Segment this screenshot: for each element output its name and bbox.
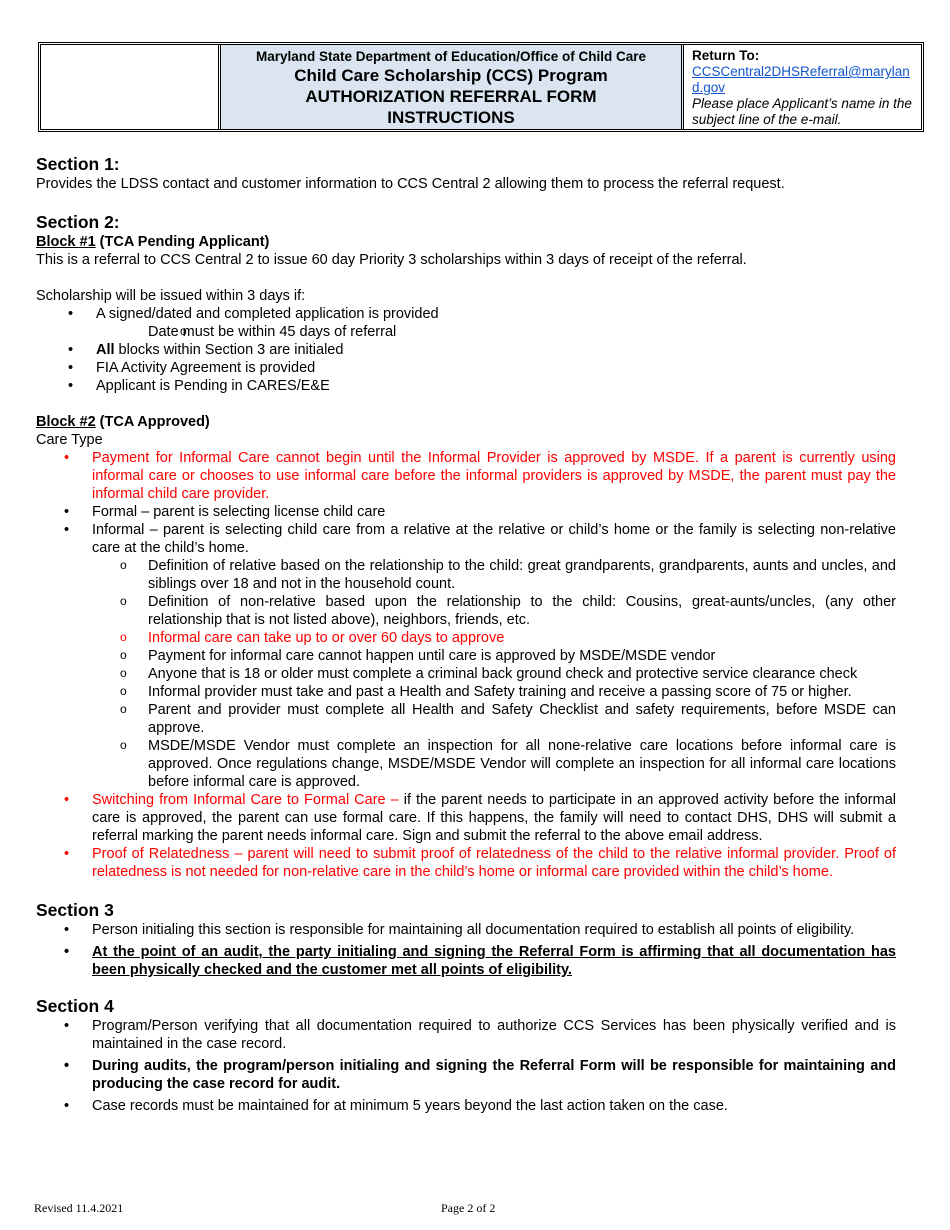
list-item: o MSDE/MSDE Vendor must complete an inspection for all none-relative care locations before informal care is approved. Once regulations change, MSDE/MSDE Vendor will complete an inspection for all informal care locations before informal care is approved. [36,737,896,791]
list-item: • All blocks within Section 3 are initialed [36,341,896,359]
section3-heading: Section 3 [36,900,114,920]
list-item: o Anyone that is 18 or older must complete a criminal back ground check and protective service clearance check [36,665,896,683]
list-item: • Program/Person verifying that all documentation required to authorize CCS Services has been physically verified and is maintained in the case record. [36,1017,896,1053]
return-label: Return To: [692,48,760,63]
section4-heading: Section 4 [36,996,114,1016]
return-email-link[interactable]: CCSCentral2DHSReferral@maryland.gov [692,64,910,95]
header-return-cell [684,45,921,129]
list-item: • Applicant is Pending in CARES/E&E [36,377,896,395]
section1-text: Provides the LDSS contact and customer information to CCS Central 2 allowing them to process the referral request. [36,176,785,192]
block1-label: Block #1 [36,234,96,250]
block1-title: (TCA Pending Applicant) [95,234,270,250]
issued-intro: Scholarship will be issued within 3 days if: [36,288,306,304]
instructions-body [36,153,896,1119]
list-item: • At the point of an audit, the party initialing and signing the Referral Form is affirming that all documentation has been physically checked and the customer met all points of eligibility. [36,943,896,979]
list-item: • Payment for Informal Care cannot begin until the Informal Provider is approved by MSDE. If a parent is currently using informal care or chooses to use informal care before the informal providers is approved by MSDE, the parent must pay the informal child care provider. [36,449,896,503]
list-item: • During audits, the program/person initialing and signing the Referral Form will be responsible for maintaining and producing the case record for audit. [36,1057,896,1093]
list-item: • Informal – parent is selecting child care from a relative at the relative or child’s home or the family is selecting non-relative care at the child’s home. o Definition of relative based on the relationship to the child: great grandparents, grandparents, aunts and uncles, and siblings over 18 and not in the household count. o Definition of non-relative based upon the relationship to the child: Cousins, great-aunts/uncles, (any other relationship that is not listed above), neighbors, friends, etc. o Informal care can take up to or over 60 days to approve o Payment for informal care cannot happen until care is approved by MSDE/MSDE vendor o Anyone that is 18 or older must complete a criminal back ground check and protective service clearance check o Informal provider must take and past a Health and Safety training and receive a passing score of 75 or higher. o Parent and provider must complete all Health and Safety Checklist and safety requirements, before MSDE can approve. o MSDE/MSDE Vendor must complete an inspection for all none-relative care locations before informal care is approved. Once regulations change, MSDE/MSDE Vendor will complete an inspection for all informal care locations before informal care is approved. [36,521,896,791]
list-item: o Definition of non-relative based upon the relationship to the child: Cousins, great-aunts/uncles, (any other relationship that is not listed above), neighbors, friends, etc. [36,593,896,629]
form-header [38,42,924,132]
list-item: • Proof of Relatedness – parent will need to submit proof of relatedness of the child to the relative informal provider. Proof of relatedness is not needed for non-relative care in the child’s home or informal care provided within the child’s home. [36,845,896,881]
block2-label: Block #2 [36,414,96,430]
form-subtitle: INSTRUCTIONS [387,108,515,127]
form-title: AUTHORIZATION REFERRAL FORM [305,87,597,106]
informal-sublist [36,557,896,791]
list-item: • Switching from Informal Care to Formal Care – if the parent needs to participate in an approved activity before the informal care is approved, the parent can use formal care. If this happens, the family will need to contact DHS, DHS will submit a referral marking the parent needs informal care. Sign and submit the referral to the above email address. [36,791,896,845]
care-type-list [36,449,896,881]
section2-heading: Section 2: [36,212,120,232]
list-item: o Definition of relative based on the relationship to the child: great grandparents, grandparents, aunts and uncles, and siblings over 18 and not in the household count. [36,557,896,593]
footer-revised: Revised 11.4.2021 [34,1201,124,1215]
list-item: o Informal provider must take and past a Health and Safety training and receive a passing score of 75 or higher. [36,683,896,701]
conditions-list [36,305,896,395]
list-item: • Formal – parent is selecting license child care [36,503,896,521]
list-item: • Person initialing this section is responsible for maintaining all documentation required to establish all points of eligibility. [36,921,896,939]
program-name: Child Care Scholarship (CCS) Program [294,66,608,85]
list-item: o Payment for informal care cannot happen until care is approved by MSDE/MSDE vendor [36,647,896,665]
footer-page-number: Page 2 of 2 [441,1201,496,1215]
section3-list [36,921,896,979]
block1-text: This is a referral to CCS Central 2 to issue 60 day Priority 3 scholarships within 3 days of receipt of the referral. [36,252,747,268]
care-type-label: Care Type [36,432,103,448]
header-title-cell [221,45,684,129]
block2-title: (TCA Approved) [95,414,210,430]
section1-heading: Section 1: [36,154,120,174]
list-item: • FIA Activity Agreement is provided [36,359,896,377]
list-item: • Case records must be maintained for at minimum 5 years beyond the last action taken on the case. [36,1097,896,1115]
list-item: o Informal care can take up to or over 60 days to approve [36,629,896,647]
block1-heading [36,233,896,251]
section4-list [36,1017,896,1115]
block2-heading [36,413,896,431]
list-item: o Parent and provider must complete all Health and Safety Checklist and safety requirements, before MSDE can approve. [36,701,896,737]
return-note: Please place Applicant’s name in the subject line of the e-mail. [692,96,912,127]
header-blank-cell [41,45,221,129]
list-item: o Date must be within 45 days of referral [96,323,896,341]
agency-name: Maryland State Department of Education/Office of Child Care [255,49,647,64]
list-item: • A signed/dated and completed application is provided o Date must be within 45 days of referral [36,305,896,341]
